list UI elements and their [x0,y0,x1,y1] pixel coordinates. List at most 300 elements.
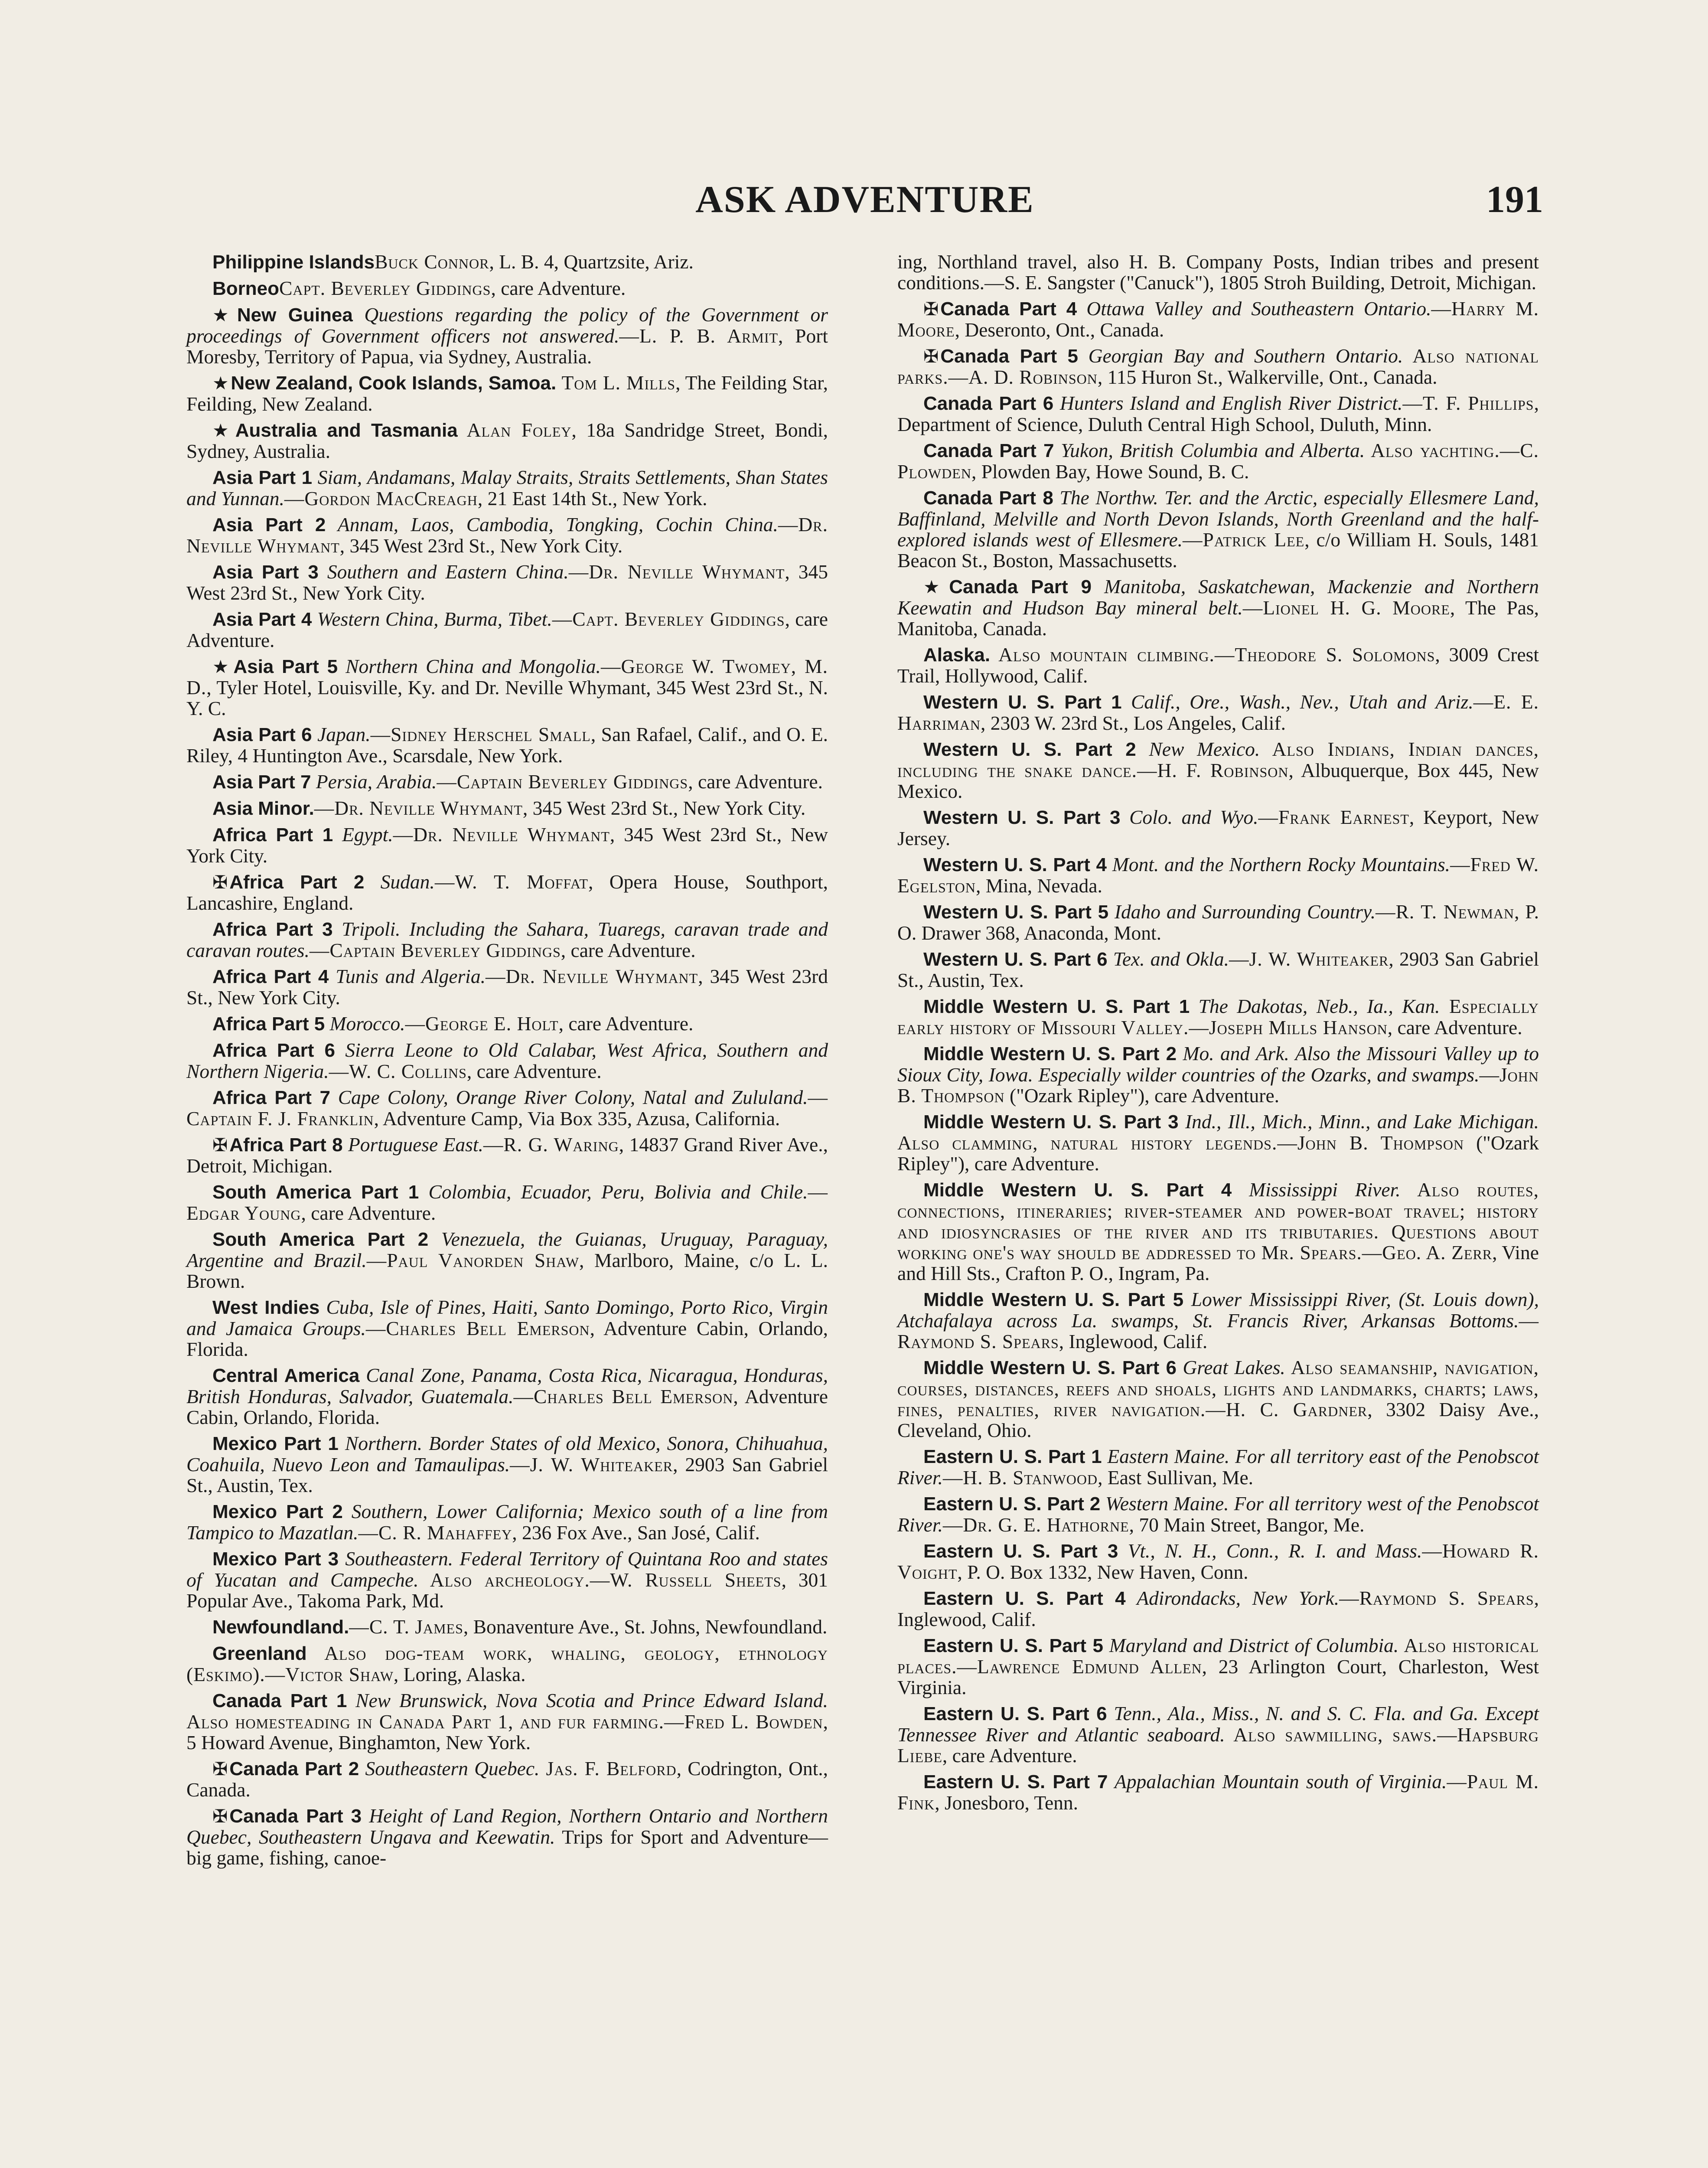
entry-region: Asia Part 2 [212,514,326,535]
entry-address: , 3009 Crest Trail, Hollywood, Calif. [897,643,1539,687]
entry-region: Western U. S. Part 2 [923,739,1136,760]
entry-region: Alaska. [923,644,991,666]
entry-region: Middle Western U. S. Part 5 [923,1289,1184,1310]
cross-mark-icon: ✠ [212,1806,228,1827]
entry-region: Eastern U. S. Part 5 [923,1635,1104,1656]
entry-address: ("Ozark Ripley"), care Adventure. [1004,1084,1280,1107]
entry-address: , Department of Science, Duluth Central High School, Duluth, Minn. [897,392,1539,435]
directory-entry [897,1493,1539,1535]
entry-expert: —W. C. Collins [329,1060,467,1082]
star-mark-icon: ★ [212,304,235,326]
cross-mark-icon: ✠ [923,346,939,367]
left-column [186,251,828,1874]
entry-topic: Great Lakes. [1177,1356,1285,1378]
entry-topic: Calif., Ore., Wash., Nev., Utah and Ariz. [1121,691,1473,713]
entry-topic: Tunis and Algeria. [329,965,486,987]
entry-region: Canada Part 5 [940,346,1079,367]
directory-entry [186,966,828,1008]
entry-topic: Yukon, British Columbia and Alberta. [1054,439,1365,461]
entry-expert: Jas. F. Belford [539,1757,677,1779]
entry-address: , Adventure Cabin, Orlando, Florida. [186,1385,828,1428]
entry-region: Canada Part 1 [212,1690,347,1711]
star-mark-icon: ★ [212,656,232,677]
entry-expert: Buck Connor [375,251,489,273]
entry-expert: —Charles Bell Emerson [365,1317,590,1339]
entry-address: , 18a Sandridge Street, Bondi, Sydney, Australia. [186,419,828,462]
entry-expert: —C. R. Mahaffey [358,1522,512,1544]
entry-region: Asia Part 7 [212,771,311,793]
directory-entry [897,1357,1539,1441]
entry-region: Newfoundland. [212,1616,349,1638]
entry-address: , 345 West 23rd St., New York City. [186,823,828,867]
entry-topic: New Mexico. [1136,738,1260,760]
entry-address: , care Adventure. [561,939,696,961]
directory-entry [186,1297,828,1360]
directory-entry [186,467,828,509]
entry-expert: —John B. Thompson [897,1064,1539,1107]
entry-address: , 2903 San Gabriel St., Austin, Tex. [186,1453,828,1496]
directory-entry [186,1501,828,1543]
entry-expert: —Charles Bell Emerson [513,1385,733,1407]
entry-region: Canada Part 2 [229,1758,359,1779]
entry-expert: —L. P. B. Armit [619,325,779,347]
entry-topic: Western China, Burma, Tibet. [312,608,552,630]
entry-region: West Indies [212,1297,320,1318]
entry-expert: Also archeology.—W. Russell Sheets [418,1569,782,1591]
entry-region: Canada Part 9 [949,576,1092,598]
directory-entry [897,854,1539,896]
page-title: ASK ADVENTURE [695,179,1034,221]
directory-entry [186,562,828,604]
entry-expert: Alan Foley [457,419,572,441]
entry-expert: —Lionel H. G. Moore [1242,597,1450,619]
star-mark-icon: ★ [212,420,234,441]
directory-entry [186,724,828,766]
entry-expert: Also sawmilling, saws.—Hapsburg Liebe [897,1724,1539,1766]
entry-topic: Georgian Bay and Southern Ontario. [1078,345,1403,367]
entry-expert: —Capt. Beverley Giddings [552,608,785,630]
entry-address: , The Pas, Manitoba, Canada. [897,597,1539,640]
entry-address: , Port Moresby, Territory of Papua, via Sydney, Australia. [186,325,828,368]
directory-entry [897,1111,1539,1174]
entry-address: , 2903 San Gabriel St., Austin, Tex. [897,948,1539,991]
entry-address: , 115 Huron St., Walkerville, Ont., Canada. [1097,366,1437,388]
entry-region: Eastern U. S. Part 3 [923,1541,1118,1562]
entry-topic: Cape Colony, Orange River Colony, Natal and Zululand. [330,1086,808,1108]
entry-region: New Guinea [237,304,353,326]
entry-topic: Canal Zone, Panama, Costa Rica, Nicaragua, Honduras, British Honduras, Salvador, Guatemala. [186,1364,828,1407]
directory-entry [186,251,828,273]
directory-entry [897,1541,1539,1583]
entry-expert: —Edgar Young [186,1181,828,1224]
entry-expert: Capt. Beverley Giddings [279,277,491,299]
entry-address: , care Adventure. [558,1012,694,1035]
entry-region: Africa Part 8 [229,1134,343,1156]
entry-topic: Hunters Island and English River District. [1053,392,1403,414]
entry-topic: Annam, Laos, Cambodia, Tongking, Cochin China. [326,513,778,535]
entry-topic: Colo. and Wyo. [1120,806,1258,828]
directory-entry [186,372,828,415]
entry-address: , care Adventure. [1387,1016,1522,1038]
entry-address: , care Adventure. [491,277,626,299]
entry-expert: —H. B. Stanwood [942,1466,1098,1489]
entry-address: , The Feilding Star, Feilding, New Zealand. [186,372,828,415]
entry-expert: —Dr. Neville Whymant [485,965,698,987]
entry-region: Greenland [212,1643,307,1664]
right-column [897,251,1539,1819]
directory-entry [897,644,1539,686]
star-mark-icon: ★ [212,372,229,394]
entry-topic: New Brunswick, Nova Scotia and Prince Edward Island. [347,1689,828,1711]
directory-entry [186,420,828,462]
entry-address: ("Ozark Ripley"), care Adventure. [897,1132,1539,1175]
entry-address: , Albuquerque, Box 445, New Mexico. [897,759,1539,802]
directory-entry [897,996,1539,1038]
entry-topic: Cuba, Isle of Pines, Haiti, Santo Domingo, Porto Rico, Virgin and Jamaica Groups. [186,1296,828,1339]
directory-entry [186,1806,828,1868]
directory-entry [897,251,1539,293]
entry-address: Trips for Sport and Adventure—big game, fishing, canoe- [186,1826,828,1869]
entry-topic: Appalachian Mountain south of Virginia. [1108,1770,1447,1793]
entry-address: , care Adventure. [942,1744,1077,1766]
entry-address: , Codrington, Ont., Canada. [186,1757,828,1801]
entry-expert: Also historical places.—Lawrence Edmund Allen [897,1634,1539,1678]
directory-entry [186,919,828,961]
entry-region: Middle Western U. S. Part 6 [923,1357,1177,1378]
entry-region: Western U. S. Part 4 [923,854,1107,875]
entry-topic: Southeastern. Federal Territory of Quintana Roo and states of Yucatan and Campeche. [186,1548,828,1591]
entry-topic: Mo. and Ark. Also the Missouri Valley up to Sioux City, Iowa. Especially wilder countries of the Ozarks, and swamps. [897,1042,1539,1086]
entry-region: Asia Part 5 [233,656,338,677]
directory-entry [186,304,828,367]
directory-entry [186,1087,828,1129]
directory-entry [186,1433,828,1496]
entry-expert: —Sidney Herschel Small [370,723,591,745]
entry-expert: —T. F. Phillips [1402,392,1534,414]
entry-expert: —Fred W. Egelston [897,853,1539,897]
entry-topic: Persia, Arabia. [311,771,437,793]
directory-entry [186,1365,828,1428]
entry-region: Mexico Part 3 [212,1548,339,1570]
entry-expert: —Paul M. Fink [897,1770,1539,1814]
entry-topic: Ind., Ill., Mich., Minn., and Lake Michigan. [1178,1110,1539,1133]
entry-region: South America Part 1 [212,1182,419,1203]
entry-expert: —Raymond S. Spears [1339,1587,1534,1609]
entry-address: , care Adventure. [688,771,823,793]
entry-region: Western U. S. Part 5 [923,901,1109,923]
entry-topic: Height of Land Region, Northern Ontario and Northern Quebec, Southeastern Ungava and Keewatin. [186,1805,828,1848]
entry-expert: Especially early history of Missouri Valley.—Joseph Mills Hanson [897,995,1539,1038]
directory-entry [186,771,828,793]
entry-region: Africa Part 4 [212,966,329,987]
entry-topic: Morocco. [325,1012,405,1035]
entry-region: Eastern U. S. Part 1 [923,1446,1102,1467]
entry-address: , Loring, Alaska. [393,1663,526,1685]
entry-address: , Jonesboro, Tenn. [935,1792,1079,1814]
entry-expert: —Captain Beverley Giddings [437,771,688,793]
entry-address: , Mina, Nevada. [975,875,1102,897]
entry-topic: Eastern Maine. For all territory east of the Penobscot River. [897,1445,1539,1489]
entry-region: Africa Part 2 [229,872,365,893]
directory-entry [186,609,828,651]
directory-entry [897,1588,1539,1630]
entry-region: Canada Part 6 [923,393,1054,414]
entry-region: Western U. S. Part 6 [923,949,1108,970]
directory-entry [186,1040,828,1082]
entry-expert: —J. W. Whiteaker [510,1453,673,1476]
entry-topic: Adirondacks, New York. [1125,1587,1340,1609]
directory-entry [186,1134,828,1176]
entry-address: , 3302 Daisy Ave., Cleveland, Ohio. [897,1398,1539,1441]
cross-mark-icon: ✠ [212,1134,228,1156]
entry-expert: —E. E. Harriman [897,691,1539,734]
entry-address: , care Adventure. [186,608,828,651]
entry-topic: Idaho and Surrounding Country. [1108,901,1376,923]
directory-entry [186,824,828,866]
entry-expert: —W. T. Moffat [434,871,588,893]
entry-address: , Inglewood, Calif. [1059,1330,1208,1352]
directory-entry [186,514,828,556]
star-mark-icon: ★ [923,576,948,598]
entry-region: Africa Part 3 [212,919,333,940]
directory-entry [897,393,1539,435]
directory-entry [897,949,1539,991]
entry-expert: —Paul Vanorden Shaw [366,1249,580,1271]
entry-region: Africa Part 1 [212,824,333,846]
entry-region: Africa Part 5 [212,1013,325,1035]
entry-expert: —Patrick Lee [1183,529,1305,551]
entry-expert: —Harry M. Moore [897,297,1539,341]
directory-entry [186,1229,828,1292]
cross-mark-icon: ✠ [212,872,228,893]
entry-address: , Tyler Hotel, Louisville, Ky. and Dr. Neville Whymant, 345 West 23rd St., N. Y. C. [186,676,828,719]
entry-topic: Southern and Eastern China. [318,561,569,583]
entry-region: Middle Western U. S. Part 3 [923,1111,1179,1133]
entry-address: , P. O. Box 1332, New Haven, Conn. [957,1561,1248,1583]
directory-entry [897,1289,1539,1352]
entry-region: Eastern U. S. Part 6 [923,1703,1107,1724]
entry-region: Mexico Part 1 [212,1433,339,1454]
entry-expert: —J. W. Whiteaker [1229,948,1389,970]
entry-address: , Plowden Bay, Howe Sound, B. C. [971,460,1249,483]
entry-expert: —George W. Twomey, M. D. [186,655,828,699]
entry-address: , 14837 Grand River Ave., Detroit, Michigan. [186,1133,828,1177]
entry-expert: Also homesteading in Canada Part 1, and fur farming.—Fred L. Bowden [186,1711,823,1733]
entry-expert: —Captain Beverley Giddings [309,939,561,961]
entry-region: Middle Western U. S. Part 4 [923,1179,1232,1201]
directory-entry [186,1548,828,1611]
entry-address: , 21 East 14th St., New York. [477,487,707,509]
entry-address: , San Rafael, Calif., and O. E. Riley, 4 Huntington Ave., Scarsdale, New York. [186,723,828,767]
entry-region: Africa Part 6 [212,1040,335,1061]
cross-mark-icon: ✠ [212,1758,228,1779]
entry-address: , care Adventure. [301,1202,436,1224]
entry-address: , 236 Fox Ave., San José, Calif. [512,1522,760,1544]
entry-expert: —R. T. Newman [1376,901,1515,923]
entry-address: , Deseronto, Ont., Canada. [955,319,1164,341]
entry-address: , 345 West 23rd St., New York City. [186,965,828,1009]
entry-address: , c/o William H. Souls, 1481 Beacon St., Boston, Massachusetts. [897,529,1539,571]
entry-topic: Venezuela, the Guianas, Uruguay, Paraguay, Argentine and Brazil. [186,1228,828,1271]
entry-address: , 345 West 23rd St., New York City. [522,797,806,819]
entry-topic: Mississippi River. [1232,1179,1401,1201]
entry-address: , East Sullivan, Me. [1098,1466,1254,1489]
entry-topic: Maryland and District of Columbia. [1103,1634,1399,1656]
entry-topic: The Dakotas, Neb., Ia., Kan. [1190,995,1440,1017]
directory-entry [897,576,1539,639]
entry-topic: Lower Mississippi River, (St. Louis down), Atchafalaya across La. swamps, St. Francis River, Arkansas Bottoms. [897,1288,1539,1332]
entry-expert: —George E. Holt [405,1012,559,1035]
page-number: 191 [1486,179,1543,221]
entry-expert: —Dr. Neville Whymant [568,561,785,583]
directory-entry [186,278,828,299]
entry-region: Asia Part 6 [212,724,312,745]
entry-address: , Keyport, New Jersey. [897,806,1539,849]
directory-entry [897,807,1539,849]
entry-topic: Southern, Lower California; Mexico south of a line from Tampico to Mazatlan. [186,1500,828,1544]
entry-expert: —C. T. James [349,1616,463,1638]
entry-topic: Portuguese East. [342,1133,483,1156]
directory-entry [186,798,828,819]
entry-expert: —Dr. Neville Whymant [186,513,828,557]
entry-topic: Vt., N. H., Conn., R. I. and Mass. [1118,1540,1422,1562]
entry-topic: Egypt. [333,823,393,846]
entry-region: Canada Part 8 [923,487,1053,509]
entry-address: , Vine and Hill Sts., Crafton P. O., Ingram, Pa. [897,1241,1539,1284]
directory-entry [897,440,1539,482]
entry-expert: Also mountain climbing.—Theodore S. Solomons [990,643,1435,666]
entry-region: South America Part 2 [212,1229,429,1250]
entry-topic: Colombia, Ecuador, Peru, Bolivia and Chile. [419,1181,808,1203]
directory-entry [897,1446,1539,1488]
entry-region: Middle Western U. S. Part 1 [923,996,1190,1017]
cross-mark-icon: ✠ [923,298,939,320]
entry-address: ing, Northland travel, also H. B. Company Posts, Indian tribes and present conditions.—S. E. Sangster ("Canuck"), 1805 Stroh Building, Detroit, Michigan. [897,251,1539,294]
entry-expert: —Dr. G. E. Hathorne [942,1514,1129,1536]
entry-address: , Inglewood, Calif. [897,1587,1539,1630]
directory-entry [897,1703,1539,1766]
entry-expert: Tom L. Mills [556,372,676,394]
entry-topic: Northern. Border States of old Mexico, Sonora, Chihuahua, Coahuila, Nuevo Leon and Tamaulipas. [186,1432,828,1476]
entry-address: , 23 Arlington Court, Charleston, West Virginia. [897,1655,1539,1698]
entry-region: Western U. S. Part 1 [923,692,1122,713]
entry-topic: Western Maine. For all territory west of the Penobscot River. [897,1492,1539,1536]
entry-region: Middle Western U. S. Part 2 [923,1043,1177,1064]
entry-region: Asia Part 1 [212,467,313,488]
entry-address: , 70 Main Street, Bangor, Me. [1129,1514,1365,1536]
page-header [186,178,1543,225]
entry-address: , P. O. Drawer 368, Anaconda, Mont. [897,901,1539,944]
directory-entry [186,1182,828,1224]
entry-region: Western U. S. Part 3 [923,807,1121,828]
directory-entry [186,872,828,914]
entry-region: Asia Minor. [212,798,314,819]
entry-topic: Mont. and the Northern Rocky Mountains. [1107,853,1450,875]
entry-address: , 2303 W. 23rd St., Los Angeles, Calif. [980,712,1286,734]
entry-region: Canada Part 4 [940,298,1077,320]
entry-expert: —Captain F. J. Franklin [186,1086,828,1130]
directory-entry [897,298,1539,340]
entry-expert: Also dog-team work, whaling, geology, ethnology (Eskimo).—Victor Shaw [186,1642,828,1685]
directory-entry [186,1643,828,1685]
directory-entry [897,901,1539,944]
entry-topic: Southeastern Quebec. [359,1757,540,1779]
entry-address: , Adventure Camp, Via Box 335, Azusa, California. [374,1107,780,1130]
entry-region: Africa Part 7 [212,1087,331,1108]
entry-region: New Zealand, Cook Islands, Samoa. [231,372,557,394]
entry-region: Canada Part 3 [229,1806,362,1827]
entry-expert: —Dr. Neville Whymant [393,823,610,846]
entry-expert: Also yachting.—C. Plowden [897,439,1539,483]
entry-expert: —Howard R. Voight [897,1540,1539,1583]
directory-entry [897,487,1539,571]
entry-topic: Tripoli. Including the Sahara, Tuaregs, caravan trade and caravan routes. [186,918,828,961]
directory-entry [186,1013,828,1035]
entry-region: Mexico Part 2 [212,1501,343,1522]
entry-expert: —Raymond S. Spears [897,1309,1539,1352]
entry-address: , 301 Popular Ave., Takoma Park, Md. [186,1569,828,1612]
directory-entry [186,656,828,719]
entry-address: , Opera House, Southport, Lancashire, England. [186,871,828,914]
directory-entry [897,1179,1539,1284]
entry-region: Borneo [212,278,279,299]
entry-region: Eastern U. S. Part 7 [923,1771,1108,1793]
entry-topic: Sierra Leone to Old Calabar, West Africa, Southern and Northern Nigeria. [186,1039,828,1082]
entry-expert: —Gordon MacCreagh [284,487,478,509]
entry-region: Australia and Tasmania [235,420,458,441]
directory-entry [186,1758,828,1800]
entry-address: , care Adventure. [466,1060,602,1082]
entry-topic: Siam, Andamans, Malay Straits, Straits Settlements, Shan States and Yunnan. [186,466,828,509]
entry-topic: Tenn., Ala., Miss., N. and S. C. Fla. and Ga. Except Tennessee River and Atlantic seaboard. [897,1702,1539,1746]
entry-topic: Japan. [312,723,371,745]
directory-entry [897,739,1539,802]
directory-entry [897,1043,1539,1106]
entry-region: Asia Part 3 [212,562,319,583]
directory-entry [186,1690,828,1753]
directory-entry [897,346,1539,388]
entry-region: Philippine Islands [212,251,375,273]
entry-topic: Sudan. [364,871,435,893]
entry-region: Central America [212,1365,360,1386]
entry-address: , Bonaventure Ave., St. Johns, Newfoundland. [463,1616,828,1638]
directory-entry [186,1616,828,1638]
entry-expert: —Dr. Neville Whymant [314,797,523,819]
entry-expert: Also routes, connections, itineraries; river-steamer and power-boat travel; history and idiosyncrasies of the river and its tributaries. Questions about working one's way should be addressed to Mr. Spears.—Geo. A. Zerr [897,1179,1539,1264]
entry-address: , 5 Howard Avenue, Binghamton, New York. [186,1711,828,1753]
entry-address: , Adventure Cabin, Orlando, Florida. [186,1317,828,1360]
entry-expert: Also clamming, natural history legends.—John B. Thompson [897,1132,1464,1154]
entry-topic: Questions regarding the policy of the Government or proceedings of Government officers not answered. [186,304,828,347]
entry-topic: Tex. and Okla. [1107,948,1229,970]
entry-topic: The Northw. Ter. and the Arctic, especially Ellesmere Land, Baffinland, Melville and North Devon Islands, North Greenland and the half-explored islands west of Ellesmere. [897,486,1539,551]
entry-region: Canada Part 7 [923,440,1054,461]
entry-address: , L. B. 4, Quartzsite, Ariz. [489,251,694,273]
entry-topic: Northern China and Mongolia. [338,655,601,677]
directory-entry [897,692,1539,734]
directory-entry [897,1635,1539,1698]
directory-entry [897,1771,1539,1813]
entry-topic: Ottawa Valley and Southeastern Ontario. [1077,297,1431,320]
entry-expert: Also Indians, Indian dances, including the snake dance.—H. F. Robinson [897,738,1539,781]
entry-address: , 345 West 23rd St., New York City. [339,535,623,557]
entry-expert: —Frank Earnest [1258,806,1409,828]
entry-address: , Marlboro, Maine, c/o L. L. Brown. [186,1249,828,1292]
entry-expert: Also national parks.—A. D. Robinson [897,345,1539,388]
entry-region: Eastern U. S. Part 2 [923,1493,1101,1515]
entry-expert: —R. G. Waring [483,1133,619,1156]
entry-topic: Manitoba, Saskatchewan, Mackenzie and Northern Keewatin and Hudson Bay mineral belt. [897,575,1539,619]
